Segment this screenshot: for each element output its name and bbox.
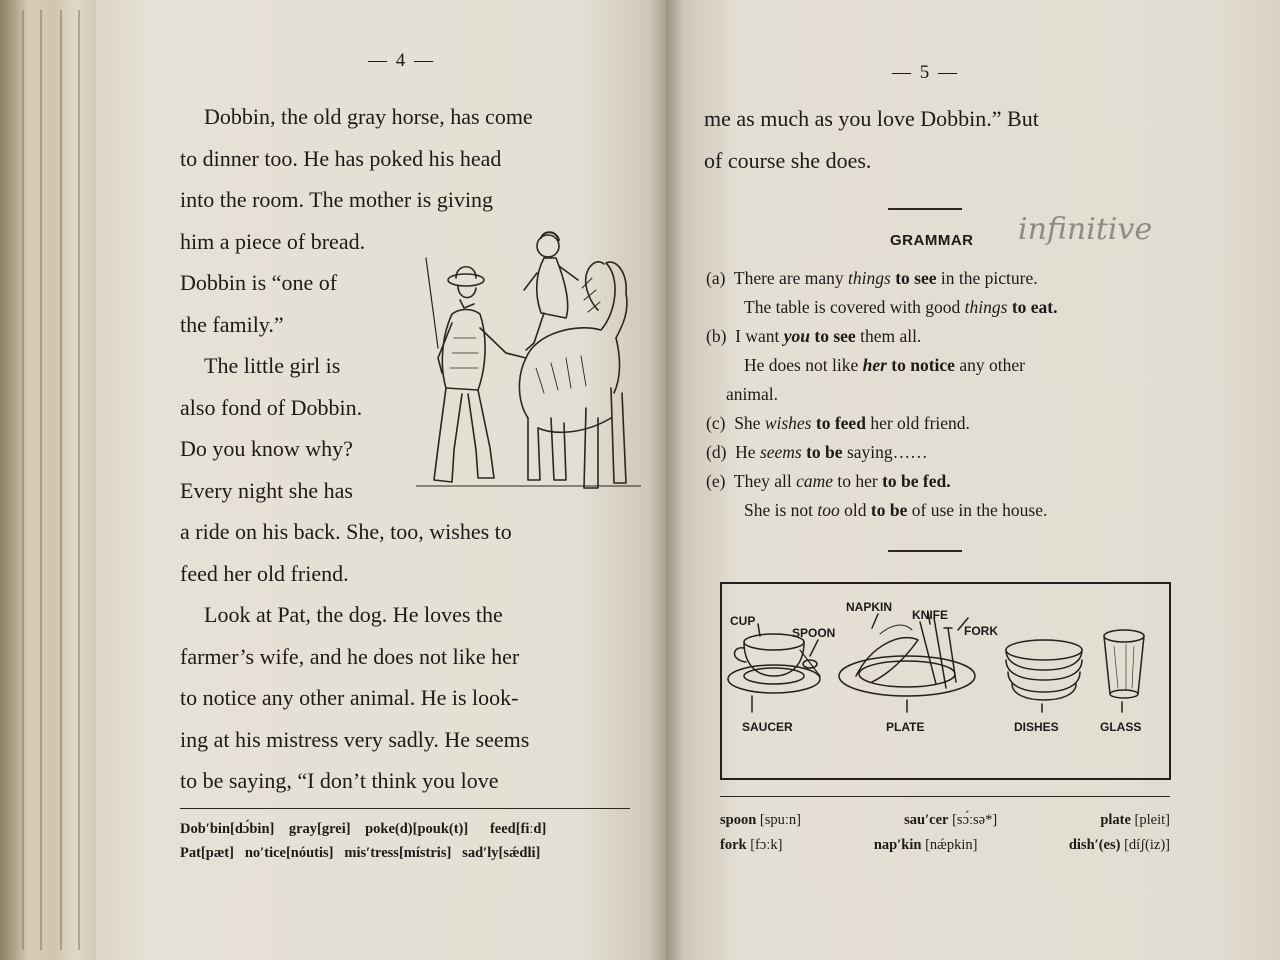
page-number-right: — 5 — — [892, 62, 959, 83]
label-saucer: SAUCER — [742, 720, 793, 734]
label-cup: CUP — [730, 614, 756, 628]
text-line: to be saying, “I don’t think you love — [180, 768, 499, 793]
footnote-entry: poke(d)[pouk(t)] — [365, 821, 469, 837]
section-divider — [888, 208, 962, 210]
footnote-row-1 — [180, 818, 546, 840]
pronunciation-entry: spoon [spuːn] — [720, 812, 801, 828]
grammar-item-b-example: He does not like her to notice any other — [744, 355, 1025, 375]
text-line: Every night she has — [180, 477, 353, 503]
text-line: Dobbin, the old gray horse, has come — [204, 104, 533, 129]
grammar-heading: GRAMMAR — [890, 232, 974, 249]
footnote-entry: no′tice[nóutis] — [244, 845, 334, 861]
grammar-item-c: (c) She wishes to feed her old friend. — [706, 413, 970, 433]
footnote-entry: Pat[pæt] — [180, 845, 234, 861]
footnote-entry: Dob′bin[dɔ́bin] — [180, 821, 275, 837]
text-line: him a piece of bread. — [180, 228, 366, 254]
grammar-item-a-example: The table is covered with good things to eat. — [744, 297, 1058, 317]
page-number-left: — 4 — — [368, 50, 435, 71]
text-line: to dinner too. He has poked his head — [180, 145, 502, 171]
footnote-entry: sad′ly[sǽdli] — [462, 845, 541, 861]
label-plate: PLATE — [886, 720, 925, 734]
label-fork: FORK — [964, 624, 998, 638]
text-line: The little girl is — [204, 353, 341, 378]
book-page-edges — [0, 0, 96, 960]
farmer-horse-girl-illustration — [416, 218, 641, 508]
label-spoon: SPOON — [792, 626, 836, 640]
grammar-item-b: (b) I want you to see them all. — [706, 326, 922, 346]
grammar-examples — [706, 264, 1176, 525]
pronunciation-entry: fork [fɔːk] — [720, 837, 783, 853]
grammar-item-d: (d) He seems to be saying…… — [706, 442, 928, 462]
text-line: Do you know why? — [180, 436, 353, 461]
text-line: me as much as you love Dobbin.” But — [704, 106, 1039, 131]
grammar-item-b-continuation: animal. — [726, 384, 778, 404]
text-line: ing at his mistress very sadly. He seems — [180, 726, 530, 752]
pronunciation-rule — [720, 796, 1170, 797]
footnote-row-2 — [180, 842, 540, 864]
text-line: the family.” — [180, 311, 284, 337]
grammar-item-e-example: She is not too old to be of use in the house. — [744, 500, 1048, 520]
text-line: also fond of Dobbin. — [180, 394, 363, 420]
text-line: Dobbin is “one of — [180, 270, 338, 295]
grammar-item-e: (e) They all came to her to be fed. — [706, 471, 951, 491]
label-dishes: DISHES — [1014, 720, 1059, 734]
label-knife: KNIFE — [912, 608, 948, 622]
text-line: farmer’s wife, and he does not like her — [180, 643, 520, 669]
right-page — [666, 0, 1280, 960]
pronunciation-entry: plate [pleit] — [1100, 812, 1170, 828]
pronunciation-entry: nap′kin [nǽpkin] — [873, 837, 978, 853]
text-line: Look at Pat, the dog. He loves the — [204, 602, 503, 627]
text-line: into the room. The mother is giving — [180, 187, 494, 212]
handwritten-note: infinitive — [1018, 212, 1153, 247]
label-napkin: NAPKIN — [846, 600, 893, 614]
footnote-rule — [180, 808, 630, 809]
footnote-entry: feed[fiːd] — [489, 821, 547, 837]
pronunciation-row-1 — [720, 808, 1170, 833]
pronunciation-guide — [720, 808, 1170, 858]
label-glass: GLASS — [1100, 720, 1142, 734]
text-line: of course she does. — [704, 147, 872, 173]
pronunciation-row-2 — [720, 833, 1170, 858]
left-page — [96, 0, 666, 960]
pronunciation-entry: sau′cer [sɔ́ːsə*] — [904, 812, 998, 828]
pronunciation-entry: dish′(es) [díʃ(iz)] — [1068, 837, 1170, 853]
right-body-text — [704, 98, 1174, 181]
section-divider — [888, 550, 962, 552]
text-line: to notice any other animal. He is look- — [180, 685, 519, 710]
footnote-entry: gray[grei] — [288, 821, 351, 837]
grammar-item-a: (a) There are many things to see in the picture. — [706, 268, 1038, 288]
text-line: feed her old friend. — [180, 560, 349, 586]
tableware-diagram — [720, 582, 1171, 780]
footnote-entry: mis′tress[místris] — [344, 845, 452, 861]
text-line: a ride on his back. She, too, wishes to — [180, 519, 512, 544]
